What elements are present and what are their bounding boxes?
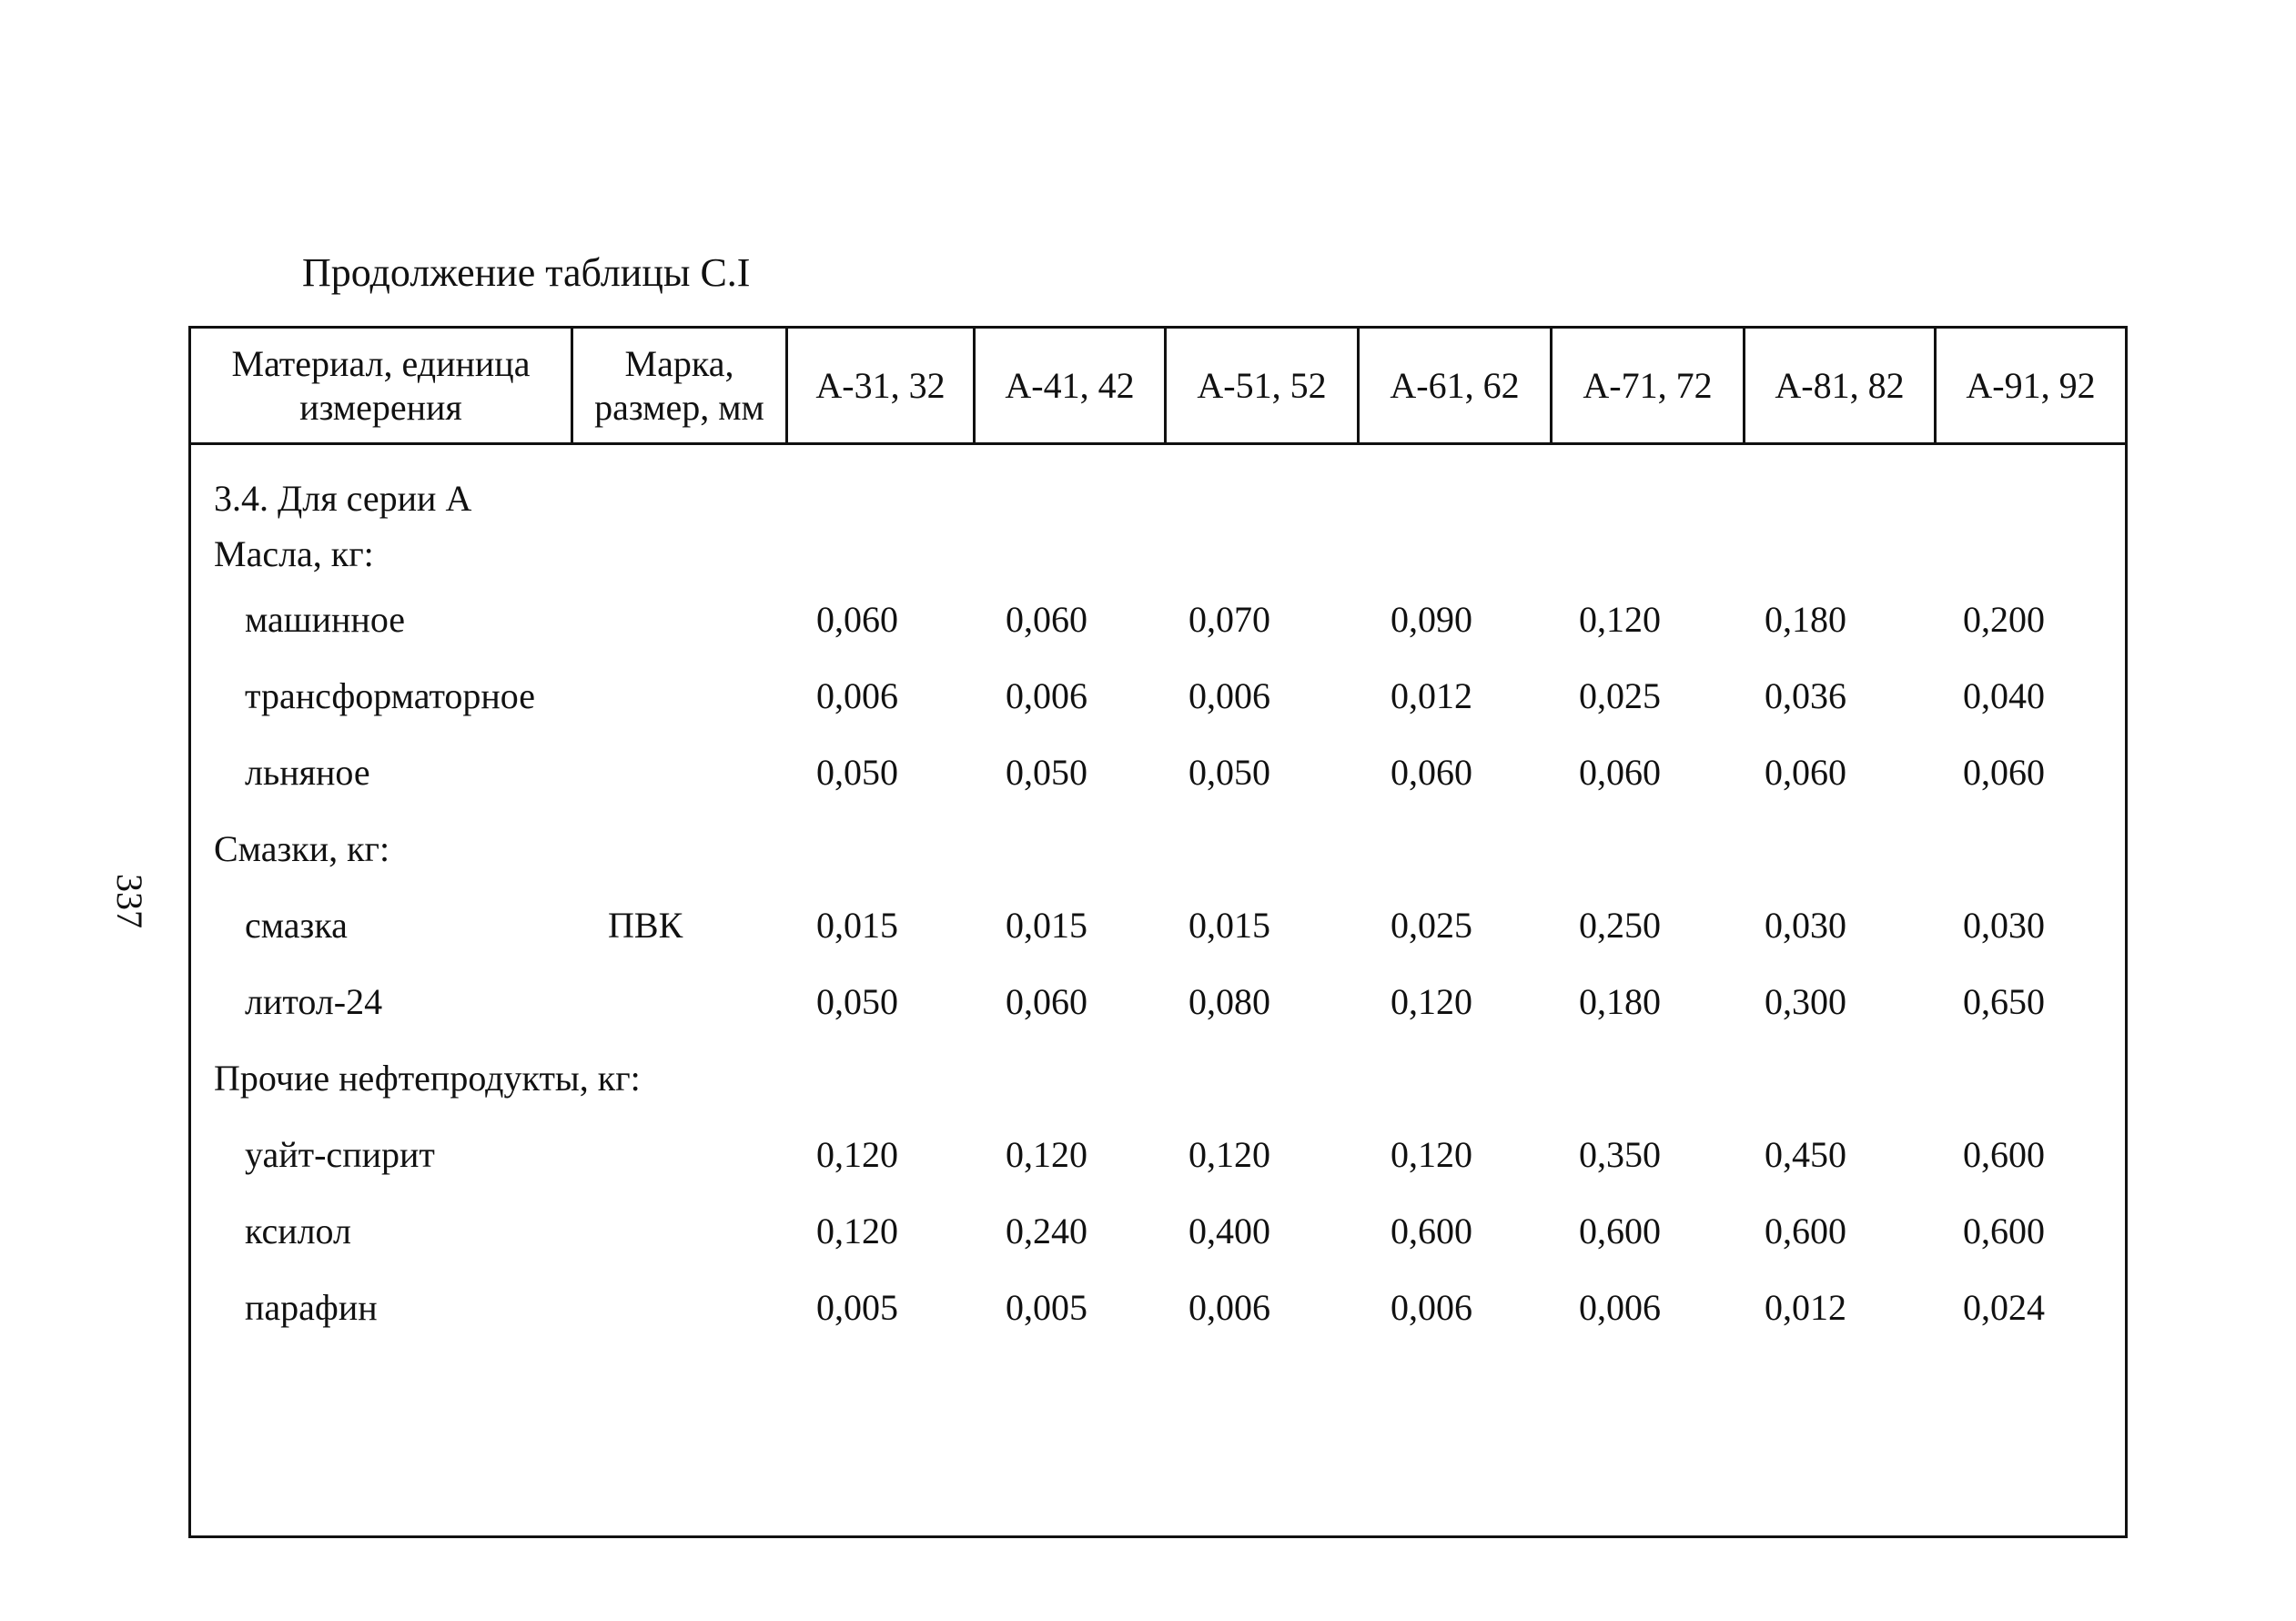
row-value: 0,006 bbox=[816, 674, 898, 716]
row-value: 0,025 bbox=[1391, 904, 1472, 946]
header-column: А-51, 52 bbox=[1167, 329, 1360, 442]
row-value: 0,040 bbox=[1963, 674, 2045, 716]
table-row bbox=[191, 734, 2125, 810]
row-value: 0,060 bbox=[1579, 751, 1661, 793]
row-value: 0,012 bbox=[1765, 1286, 1846, 1328]
table-header bbox=[191, 329, 2125, 445]
row-value: 0,600 bbox=[1391, 1210, 1472, 1251]
table-frame bbox=[188, 326, 2128, 1538]
row-value: 0,450 bbox=[1765, 1133, 1846, 1175]
group-label: Смазки, кг: bbox=[214, 827, 390, 869]
header-column: А-61, 62 bbox=[1360, 329, 1553, 442]
header-mark: Марка, размер, мм bbox=[573, 329, 788, 442]
row-value: 0,005 bbox=[816, 1286, 898, 1328]
row-value: 0,024 bbox=[1963, 1286, 2045, 1328]
row-value: 0,015 bbox=[816, 904, 898, 946]
header-column: А-91, 92 bbox=[1966, 364, 2096, 406]
row-name: трансформаторное bbox=[245, 674, 536, 716]
row-name: льняное bbox=[245, 751, 370, 793]
group-label: Прочие нефтепродукты, кг: bbox=[214, 1057, 641, 1099]
row-value: 0,015 bbox=[1188, 904, 1270, 946]
row-value: 0,006 bbox=[1188, 1286, 1270, 1328]
table-row bbox=[191, 581, 2125, 657]
row-value: 0,015 bbox=[1006, 904, 1087, 946]
row-value: 0,050 bbox=[1188, 751, 1270, 793]
header-column: А-71, 72 bbox=[1553, 329, 1745, 442]
row-value: 0,120 bbox=[816, 1133, 898, 1175]
row-value: 0,050 bbox=[816, 751, 898, 793]
row-name: ксилол bbox=[245, 1210, 351, 1251]
row-value: 0,120 bbox=[1391, 980, 1472, 1022]
table-caption: Продолжение таблицы С.I bbox=[302, 250, 751, 295]
table-row bbox=[191, 1269, 2125, 1345]
row-value: 0,400 bbox=[1188, 1210, 1270, 1251]
row-value: 0,300 bbox=[1765, 980, 1846, 1022]
row-value: 0,060 bbox=[1006, 980, 1087, 1022]
row-value: 0,080 bbox=[1188, 980, 1270, 1022]
table-row bbox=[191, 1192, 2125, 1269]
row-mark: ПВК bbox=[608, 904, 683, 946]
table-row bbox=[191, 657, 2125, 734]
row-value: 0,036 bbox=[1765, 674, 1846, 716]
header-column: А-31, 32 bbox=[788, 329, 976, 442]
row-value: 0,060 bbox=[1391, 751, 1472, 793]
row-value: 0,180 bbox=[1765, 598, 1846, 640]
row-value: 0,650 bbox=[1963, 980, 2045, 1022]
header-column: А-81, 82 bbox=[1745, 329, 1937, 442]
row-name: машинное bbox=[245, 598, 406, 640]
row-value: 0,005 bbox=[1006, 1286, 1087, 1328]
row-value: 0,120 bbox=[816, 1210, 898, 1251]
section-title: 3.4. Для серии А bbox=[214, 477, 472, 519]
row-value: 0,006 bbox=[1188, 674, 1270, 716]
row-value: 0,120 bbox=[1579, 598, 1661, 640]
row-value: 0,120 bbox=[1006, 1133, 1087, 1175]
row-value: 0,050 bbox=[816, 980, 898, 1022]
row-value: 0,180 bbox=[1579, 980, 1661, 1022]
row-value: 0,006 bbox=[1391, 1286, 1472, 1328]
row-value: 0,030 bbox=[1765, 904, 1846, 946]
row-value: 0,600 bbox=[1963, 1210, 2045, 1251]
table-row bbox=[191, 1116, 2125, 1192]
row-name: смазка bbox=[245, 904, 348, 946]
table-body bbox=[191, 470, 2125, 1345]
row-value: 0,120 bbox=[1188, 1133, 1270, 1175]
group-row bbox=[191, 526, 2125, 581]
row-value: 0,090 bbox=[1391, 598, 1472, 640]
row-value: 0,060 bbox=[1963, 751, 2045, 793]
header-column: А-41, 42 bbox=[976, 329, 1167, 442]
section-title-row bbox=[191, 470, 2125, 526]
row-value: 0,240 bbox=[1006, 1210, 1087, 1251]
header-material: Материал, единица измерения bbox=[191, 329, 573, 442]
row-value: 0,350 bbox=[1579, 1133, 1661, 1175]
table-row bbox=[191, 886, 2125, 963]
page-number: 337 bbox=[109, 874, 150, 928]
row-name: парафин bbox=[245, 1286, 378, 1328]
table-row bbox=[191, 963, 2125, 1039]
row-value: 0,012 bbox=[1391, 674, 1472, 716]
row-value: 0,006 bbox=[1006, 674, 1087, 716]
row-value: 0,060 bbox=[1765, 751, 1846, 793]
group-row bbox=[191, 1039, 2125, 1116]
row-value: 0,600 bbox=[1765, 1210, 1846, 1251]
row-value: 0,025 bbox=[1579, 674, 1661, 716]
group-label: Масла, кг: bbox=[214, 532, 374, 574]
row-value: 0,070 bbox=[1188, 598, 1270, 640]
row-value: 0,050 bbox=[1006, 751, 1087, 793]
row-value: 0,200 bbox=[1963, 598, 2045, 640]
row-value: 0,600 bbox=[1963, 1133, 2045, 1175]
row-value: 0,030 bbox=[1963, 904, 2045, 946]
row-value: 0,120 bbox=[1391, 1133, 1472, 1175]
row-name: уайт-спирит bbox=[245, 1133, 435, 1175]
row-name: литол-24 bbox=[245, 980, 383, 1022]
row-value: 0,060 bbox=[1006, 598, 1087, 640]
row-value: 0,006 bbox=[1579, 1286, 1661, 1328]
group-row bbox=[191, 810, 2125, 886]
row-value: 0,250 bbox=[1579, 904, 1661, 946]
row-value: 0,600 bbox=[1579, 1210, 1661, 1251]
row-value: 0,060 bbox=[816, 598, 898, 640]
